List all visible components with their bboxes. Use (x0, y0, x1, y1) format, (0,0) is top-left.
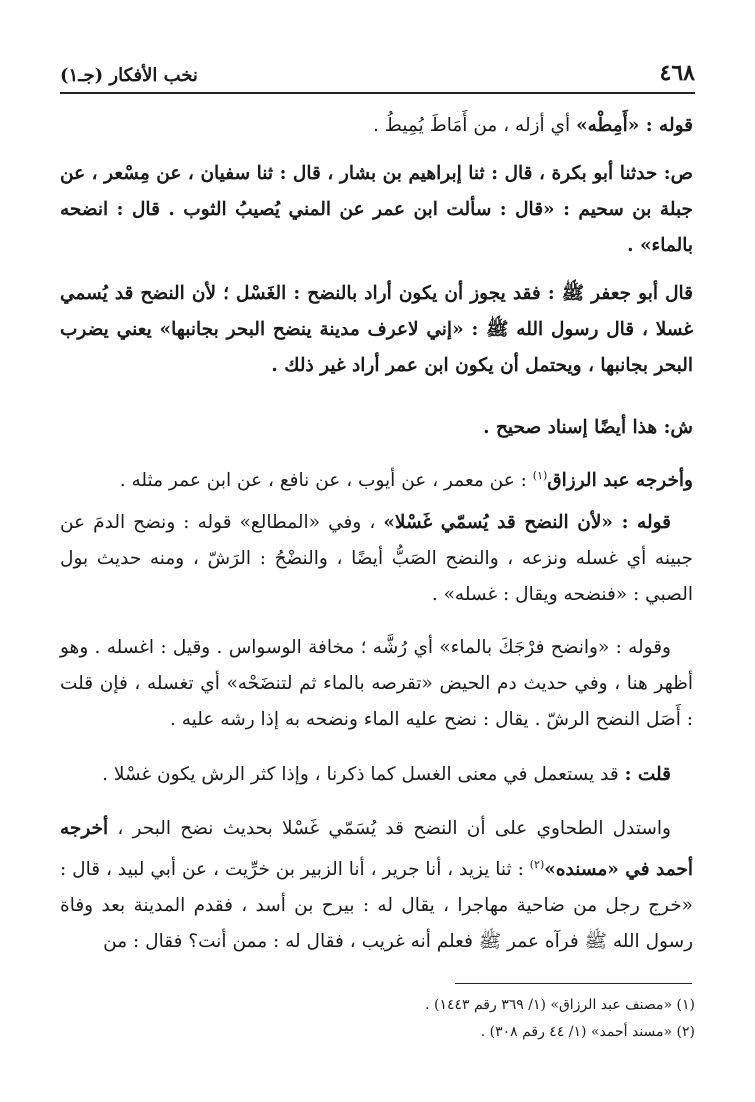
paragraph-6-lead: قوله : «لأن النضح قد يُسمّي غَسْلا» (383, 512, 671, 533)
paragraph-4-text: ش: هذا أيضًا إسناد صحيح . (483, 417, 693, 438)
paragraph-5 (60, 458, 693, 499)
paragraph-3 (60, 276, 693, 384)
header-rule (60, 92, 695, 94)
paragraph-6-text: ، وفي «المطالع» قوله : ونضح الدمَ عن جبينه أي غسله ونزعه ، والنضح الصَبُّ أيضًا ، والنضْحُ : الرَشّ ، ومنه حديث بول الصبي : «فنضحه ويقال : غسله» . (60, 512, 693, 605)
paragraph-1-lead: قوله : «أَمِطْه» (576, 115, 693, 136)
paragraph-9-text-a: واستدل الطحاوي على أن النضح قد يُسَمّي غَسْلا بحديث نضح البحر ، (108, 818, 671, 839)
footnote-2: (٢) «مسند أحمد» (١/ ٤٤ رقم ٣٠٨) . (480, 1024, 695, 1040)
paragraph-8-text: قد يستعمل في معنى الغسل كما ذكرنا ، وإذا كثر الرش يكون غسْلا . (102, 764, 625, 785)
paragraph-2-text: ص: حدثنا أبو بكرة ، قال : ثنا إبراهيم بن بشار ، قال : ثنا سفيان ، عن مِسْعر ، عن جبلة بن سحيم : «قال : سألت ابن عمر عن المني يُصيبُ الثوب . قال : انضحه بالماء» . (60, 163, 693, 256)
paragraph-8-lead: قلت : (624, 764, 671, 785)
paragraph-9-bold: أخرجه أحمد في «مسنده» (60, 818, 693, 881)
footnote-1: (١) «مصنف عبد الرزاق» (١/ ٣٦٩ رقم ١٤٤٣) . (425, 997, 695, 1013)
paragraph-2 (60, 156, 693, 264)
paragraph-8 (60, 757, 693, 793)
page-number: ٤٦٨ (659, 60, 695, 86)
footnotes (60, 992, 695, 1046)
paragraph-6 (60, 505, 693, 613)
paragraph-5-lead: وأخرجه عبد الرزاق (547, 470, 693, 492)
paragraph-4 (60, 410, 693, 446)
paragraph-3-text: قال أبو جعفر ﷺ : فقد يجوز أن يكون أراد بالنضح : الغَسْل ؛ لأن النضح قد يُسمي غسلا ، قال رسول الله ﷺ : «إني لاعرف مدينة ينضح البحر بجانبها» يعني يضرب البحر بجانبها ، ويحتمل أن يكون ابن عمر أراد غير ذلك . (60, 283, 693, 376)
book-title: نخب الأفكار (جـ١) (60, 65, 198, 86)
paragraph-9 (60, 811, 693, 960)
footnote-rule (455, 983, 692, 984)
paragraph-1 (60, 108, 693, 144)
paragraph-9-text-b: : ثنا يزيد ، أنا جرير ، أنا الزبير بن خرِّيت ، عن أبي لبيد ، قال : «خرج رجل من ضاحية مهاجرا ، يقال له : بيرح بن أسد ، فقدم المدينة بعد وفاة رسول الله ﷺ فرآه عمر ﷺ فعلم أنه غريب ، فقال له : ممن أنت؟ فقال : من (60, 859, 693, 953)
paragraph-7 (60, 630, 693, 738)
paragraph-7-text: وقوله : «وانضح فرْجَكَ بالماء» أي رُشَّه ؛ مخافة الوسواس . وقيل : اغسله . وهو أظهر هنا ، وفي حديث دم الحيض «تقرصه بالماء ثم لتنضَحْه» أي تغسله ، فإن قلت : أَصَل النضح الرشّ . يقال : نضح عليه الماء ونضحه به إذا رشه عليه . (60, 637, 693, 730)
footnote-ref-2: (٢) (529, 858, 545, 871)
footnote-ref-1: (١) (532, 469, 548, 482)
running-header (60, 50, 695, 86)
paragraph-5-text: : عن معمر ، عن أيوب ، عن نافع ، عن ابن عمر مثله . (119, 470, 533, 492)
paragraph-1-text: أي أزله ، من أَمَاطَ يُمِيطُ . (373, 115, 577, 136)
